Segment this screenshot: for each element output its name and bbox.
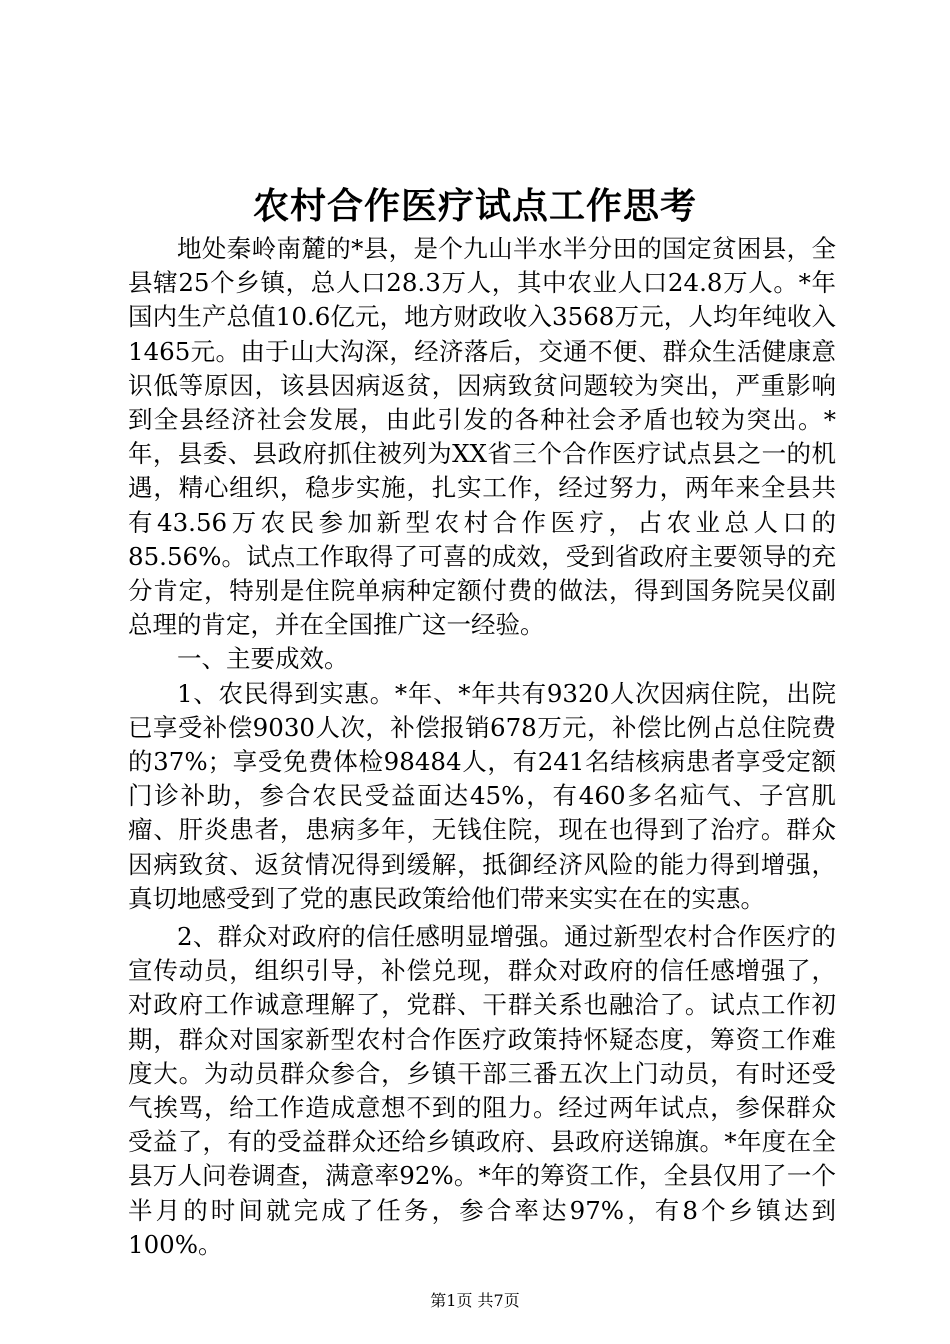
paragraph-government-trust: 2、群众对政府的信任感明显增强。通过新型农村合作医疗的宣传动员，组织引导，补偿兑现，群众对政府的信任感增强了，对政府工作诚意理解了，党群、干群关系也融洽了。试点工作初期，群众对国家新型农村合作医疗政策持怀疑态度，筹资工作难度大。为动员群众参合，乡镇干部三番五次上门动员，有时还受气挨骂，给工作造成意想不到的阻力。经过两年试点，参保群众受益了，有的受益群众还给乡镇政府、县政府送锦旗。*年度在全县万人问卷调查，满意率92%。*年的筹资工作，全县仅用了一个半月的时间就完成了任务，参合率达97%，有8个乡镇达到100%。: [128, 922, 836, 1259]
paragraph-farmers-benefit: 1、农民得到实惠。*年、*年共有9320人次因病住院，出院已享受补偿9030人次，补偿报销678万元，补偿比例占总住院费的37%；享受免费体检98484人，有241名结核病患者享受定额门诊补助，参合农民受益面达45%，有460多名疝气、子宫肌瘤、肝炎患者，患病多年，无钱住院，现在也得到了治疗。群众因病致贫、返贫情况得到缓解，抵御经济风险的能力得到增强，真切地感受到了党的惠民政策给他们带来实实在在的实惠。: [128, 678, 836, 913]
document-title: 农村合作医疗试点工作思考: [252, 185, 697, 227]
document-body: [128, 232, 836, 1262]
section-heading-main-results: 一、主要成效。: [177, 644, 349, 674]
paragraph-intro: 地处秦岭南麓的*县，是个九山半水半分田的国定贫困县，全县辖25个乡镇，总人口28.3万人，其中农业人口24.8万人。*年国内生产总值10.6亿元，地方财政收入3568万元，人均年纯收入1465元。由于山大沟深，经济落后，交通不便、群众生活健康意识低等原因，该县因病返贫，因病致贫问题较为突出，严重影响到全县经济社会发展，由此引发的各种社会矛盾也较为突出。*年，县委、县政府抓住被列为XX省三个合作医疗试点县之一的机遇，精心组织，稳步实施，扎实工作，经过努力，两年来全县共有43.56万农民参加新型农村合作医疗，占农业总人口的85.56%。试点工作取得了可喜的成效，受到省政府主要领导的充分肯定，特别是住院单病种定额付费的做法，得到国务院吴仪副总理的肯定，并在全国推广这一经验。: [128, 234, 836, 640]
page-number-footer: 第1页 共7页: [430, 1291, 520, 1310]
